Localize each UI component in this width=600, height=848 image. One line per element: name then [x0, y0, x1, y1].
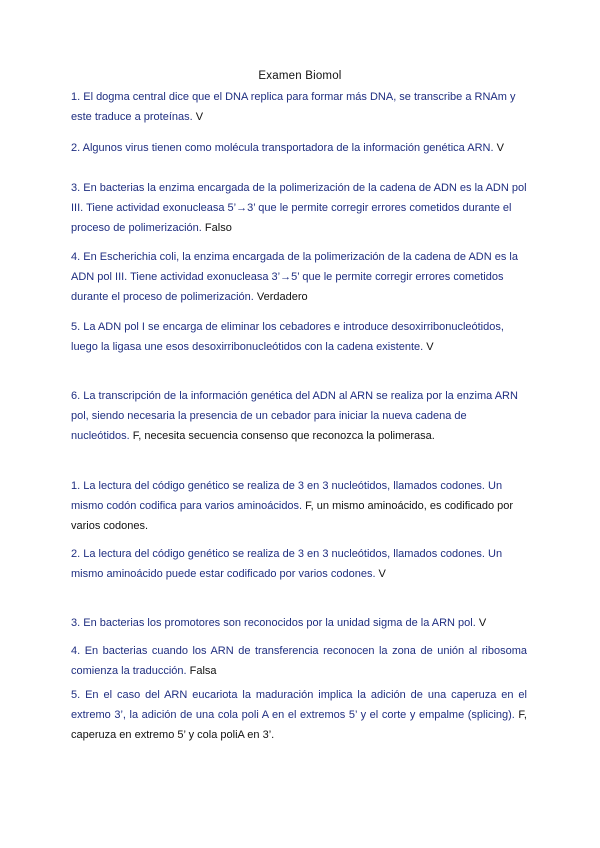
question-text: 5. La ADN pol I se encarga de eliminar los cebadores e introduce desoxirribonucleótidos, luego la ligasa une esos desoxirribonucleótidos con la cadena existente. [71, 321, 504, 353]
question-item [71, 544, 527, 584]
question-item [71, 613, 527, 633]
question-text: 3. En bacterias los promotores son reconocidos por la unidad sigma de la ARN pol. [71, 617, 476, 629]
question-text: 4. En bacterias cuando los ARN de transferencia reconocen la zona de unión al ribosoma comienza la traducción. [71, 645, 527, 677]
question-answer: F, necesita secuencia consenso que reconozca la polimerasa. [129, 430, 435, 442]
question-item [71, 317, 527, 357]
question-answer: V [423, 341, 434, 353]
question-text: 2. La lectura del código genético se realiza de 3 en 3 nucleótidos, llamados codones. Un mismo aminoácido puede estar codificado por varios codones. [71, 548, 503, 580]
question-answer: V [192, 111, 204, 123]
question-item [71, 87, 527, 127]
question-item [71, 247, 527, 307]
question-answer: Falsa [186, 665, 217, 677]
question-item [71, 476, 527, 536]
question-answer: V [493, 142, 504, 154]
question-answer: V [475, 617, 487, 629]
question-item [71, 178, 527, 238]
question-answer: Falso [201, 222, 232, 234]
document-title: Examen Biomol [258, 70, 342, 82]
question-item [71, 685, 527, 745]
question-answer: F, caperuza en extremo 5’ y cola poliA en 3’. [71, 709, 527, 741]
question-text: 3. En bacterias la enzima encargada de la polimerización de la cadena de ADN es la ADN pol III. Tiene actividad exonucleasa 5’→3’ que le permite corregir errores cometidos durante el proceso de polimerización. [71, 182, 527, 234]
question-text: 1. El dogma central dice que el DNA replica para formar más DNA, se transcribe a RNAm y este traduce a proteínas. [71, 91, 516, 123]
question-answer: F, un mismo aminoácido, es codificado por varios codones. [71, 500, 514, 532]
question-item [71, 138, 527, 158]
question-text: 2. Algunos virus tienen como molécula transportadora de la información genética ARN. [71, 142, 494, 154]
question-answer: Verdadero [253, 291, 308, 303]
question-item [71, 386, 527, 446]
question-text: 1. La lectura del código genético se realiza de 3 en 3 nucleótidos, llamados codones. Un mismo codón codifica para varios aminoácidos. [71, 480, 503, 512]
question-text: 6. La transcripción de la información genética del ADN al ARN se realiza por la enzima ARN pol, siendo necesaria la presencia de un cebador para iniciar la nueva cadena de nucleótidos. [71, 390, 518, 442]
question-answer: V [375, 568, 386, 580]
question-text: 5. En el caso del ARN eucariota la maduración implica la adición de una caperuza en el extremo 3’, la adición de una cola poli A en el extremos 5’ y el corte y empalme (splicing). [71, 689, 527, 721]
question-item [71, 641, 527, 681]
question-text: 4. En Escherichia coli, la enzima encargada de la polimerización de la cadena de ADN es la ADN pol III. Tiene actividad exonucleasa 3’→5’ que le permite corregir errores cometidos durante el proceso de polimerización. [71, 251, 518, 303]
